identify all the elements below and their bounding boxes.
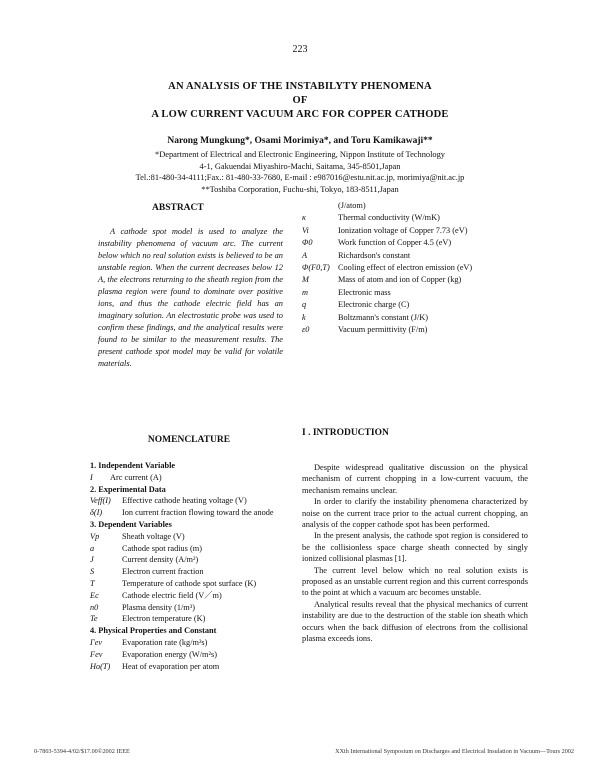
nomenclature-entry — [302, 212, 532, 224]
page-number: 223 — [292, 44, 308, 55]
paper-title-line-2: OF — [292, 95, 308, 106]
symbol: Fev — [90, 649, 103, 659]
definition: Temperature of cathode spot surface (K) — [122, 578, 257, 588]
symbol — [302, 200, 338, 212]
nomenclature-entry — [90, 590, 290, 602]
nomenclature-entry — [90, 554, 290, 566]
nomenclature-entry — [90, 602, 290, 614]
definition: Effective cathode heating voltage (V) — [122, 496, 247, 506]
nomenclature-group-title: 1. Independent Variable — [90, 461, 176, 470]
symbol: k — [302, 312, 306, 322]
definition: Electron temperature (K) — [122, 614, 206, 624]
definition: Cathode electric field (V／m) — [122, 590, 222, 600]
page-footer — [34, 748, 574, 755]
nomenclature-list — [90, 460, 290, 672]
definition: Mass of atom and ion of Copper (kg) — [338, 275, 462, 285]
affiliation-line: 4-1, Gakuendai Miyashiro-Machi, Saitama, 345-8501,Japan — [199, 161, 401, 171]
symbol: I — [90, 472, 93, 482]
definition: Arc current (A) — [110, 472, 162, 482]
nomenclature-entry — [90, 472, 290, 484]
definition: (J/atom) — [338, 201, 366, 210]
definition: Current density (A/m²) — [122, 555, 199, 565]
nomenclature-entry — [90, 507, 290, 519]
definition: Heat of evaporation per atom — [122, 661, 220, 671]
symbol: S — [90, 567, 95, 577]
symbol: Γev — [90, 637, 103, 647]
symbol: T — [90, 578, 95, 588]
definition: Vacuum permittivity (F/m) — [338, 325, 428, 335]
paper-title-line-3: A LOW CURRENT VACUUM ARC FOR COPPER CATHODE — [151, 109, 449, 120]
nomenclature-heading: NOMENCLATURE — [147, 435, 231, 445]
nomenclature-entry — [90, 613, 290, 625]
abstract-body — [98, 226, 283, 370]
definition: Work function of Copper 4.5 (eV) — [338, 238, 452, 248]
symbol: Vi — [302, 225, 309, 235]
symbol: Veff(I) — [90, 496, 111, 506]
nomenclature-entry — [302, 200, 532, 212]
definition: Thermal conductivity (W/mK) — [338, 213, 440, 223]
footer-copyright: 0-7803-5394-4/02/$17.00©2002 IEEE — [34, 748, 130, 755]
footer-conference: XXth International Symposium on Discharges and Electrical Insulation in Vacuum—Tours 2002 — [335, 748, 574, 755]
symbol: Φ0 — [302, 238, 313, 248]
symbol: a — [90, 543, 95, 553]
introduction-paragraph: The current level below which no real solution exists is proposed as an unstable current region and this current corresponds to the point at which a vacuum arc becomes unstable. — [302, 565, 528, 598]
nomenclature-entry — [302, 225, 532, 237]
nomenclature-entry — [90, 661, 290, 673]
symbol: Ec — [90, 590, 99, 600]
symbol: Φ(F0,T) — [302, 263, 330, 273]
definition: Ion current fraction flowing toward the anode — [122, 508, 274, 518]
nomenclature-entry — [302, 250, 532, 262]
affiliation-line: Tel.:81-480-34-4111;Fax.: 81-480-33-7680, E-mail : e987016@estu.nit.ac.jp, morimiya@nit.ac.jp — [135, 173, 465, 182]
definition: Ionization voltage of Copper 7.73 (eV) — [338, 225, 468, 235]
definition: Cathode spot radius (m) — [122, 543, 202, 553]
nomenclature-continued — [302, 200, 532, 336]
symbol: Ho(T) — [90, 661, 111, 671]
abstract-text: A cathode spot model is used to analyze the instability phenomena of vacuum arc. The current below which no real solution exists is believed to be an unstable region. When the current decreases below 12 A, the electrons returning to the sheath region from the plasma region were found to dominate over positive ions, and thus the cathode electric field has an imaginary solution. An electrostatic probe was used to confirm these findings, and the analytical results were found to be similar to the measurement results. The present cathode spot model may be valid for volatile materials. — [98, 227, 283, 368]
symbol: M — [302, 275, 309, 285]
symbol: δ(I) — [90, 508, 103, 518]
nomenclature-entry — [302, 237, 532, 249]
nomenclature-entry — [302, 287, 532, 299]
affiliation-line: **Toshiba Corporation, Fuchu-shi, Tokyo, 183-8511,Japan — [201, 184, 399, 194]
nomenclature-entry — [90, 649, 290, 661]
nomenclature-entry — [90, 531, 290, 543]
definition: Richardson's constant — [338, 250, 411, 260]
definition: Evaporation rate (kg/m²s) — [122, 637, 208, 647]
nomenclature-entry — [90, 578, 290, 590]
symbol: n0 — [90, 602, 99, 612]
symbol: ε0 — [302, 325, 310, 335]
nomenclature-entry — [90, 566, 290, 578]
nomenclature-group-title: 4. Physical Properties and Constant — [90, 626, 217, 636]
definition: Cooling effect of electron emission (eV) — [338, 263, 473, 273]
nomenclature-entry — [302, 324, 532, 336]
nomenclature-entry — [302, 312, 532, 324]
symbol: q — [302, 300, 307, 310]
symbol: A — [302, 250, 308, 260]
introduction-heading: I . INTRODUCTION — [302, 428, 389, 438]
nomenclature-entry — [302, 274, 532, 286]
affiliation-line: *Department of Electrical and Electronic Engineering, Nippon Institute of Technology — [155, 150, 445, 159]
definition: Plasma density (1/m³) — [122, 602, 196, 612]
definition: Electron current fraction — [122, 567, 204, 577]
definition: Evaporation energy (W/m²s) — [122, 649, 217, 659]
symbol: m — [302, 287, 308, 297]
nomenclature-group-title: 3. Dependent Variables — [90, 519, 172, 529]
nomenclature-entry — [90, 543, 290, 555]
symbol: Vp — [90, 531, 100, 541]
definition: Boltzmann's constant (J/K) — [338, 312, 428, 322]
nomenclature-entry — [302, 299, 532, 311]
nomenclature-entry — [90, 495, 290, 507]
symbol: J — [90, 555, 94, 565]
introduction-paragraph: Despite widespread qualitative discussion on the physical mechanism of current chopping in a low-current vacuum, the mechanism remains unclear. — [302, 463, 528, 495]
definition: Sheath voltage (V) — [122, 531, 185, 541]
introduction-body — [302, 462, 528, 645]
nomenclature-group-title: 2. Experimental Data — [90, 484, 166, 494]
paper-title-line-1: AN ANALYSIS OF THE INSTABILYTY PHENOMENA — [168, 81, 432, 92]
symbol: κ — [302, 213, 306, 223]
nomenclature-entry — [302, 262, 532, 274]
introduction-paragraph: In order to clarify the instability phenomena characterized by noise on the current trace prior to the actual current chopping, an analysis of the copper cathode spot has been performed. — [302, 497, 528, 530]
introduction-paragraph: In the present analysis, the cathode spot region is considered to be the collisionless space charge sheath connected by singly ionized collisional plasmas [1]. — [302, 531, 528, 564]
symbol: Te — [90, 614, 98, 624]
author-list: Narong Mungkung*, Osami Morimiya*, and Toru Kamikawaji** — [167, 136, 433, 146]
nomenclature-entry — [90, 637, 290, 649]
definition: Electronic mass — [338, 287, 391, 297]
definition: Electronic charge (C) — [338, 300, 410, 310]
abstract-heading: ABSTRACT — [152, 203, 204, 213]
introduction-paragraph: Analytical results reveal that the physical mechanics of current instability are due to the destruction of the stable ion sheath which occurs when the back diffusion of electrons from the collisional plasma exceeds ions. — [302, 599, 528, 644]
